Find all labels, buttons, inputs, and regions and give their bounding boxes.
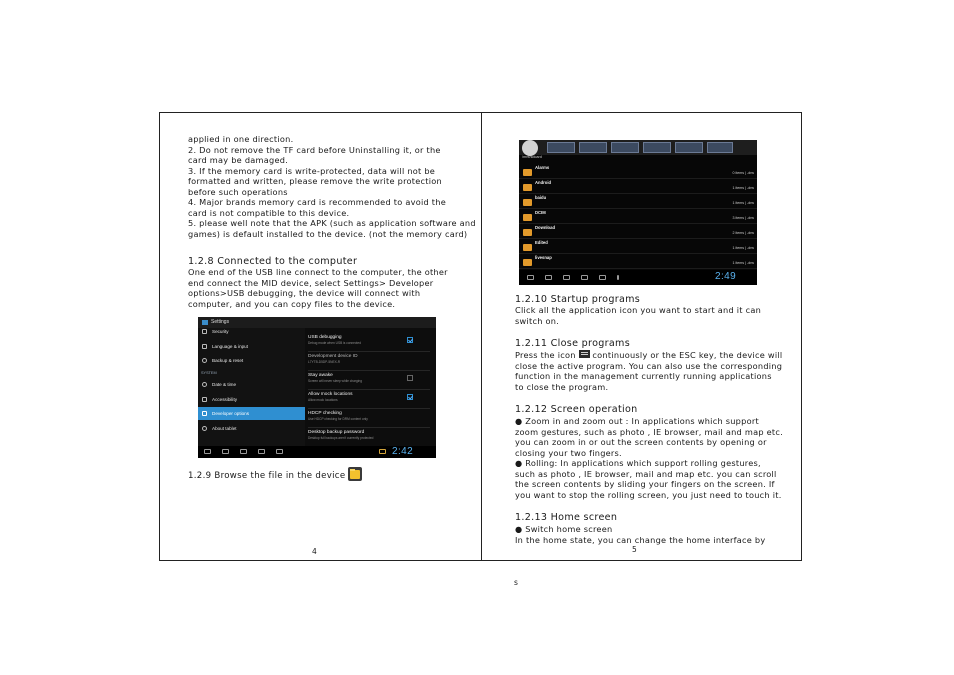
folder-info: 0 items | -drw <box>732 171 754 175</box>
settings-category-list <box>198 328 305 446</box>
separator <box>308 427 430 428</box>
setting-title: HDCP checking <box>308 411 342 416</box>
setting-title: Stay awake <box>308 373 333 378</box>
folder-icon <box>523 199 532 206</box>
android-navbar <box>519 270 757 285</box>
folder-icon <box>523 214 532 221</box>
heading-1-2-9 <box>188 467 362 484</box>
body-line: end connect the MID device, select Settings> Developer <box>188 277 434 288</box>
heading-1-2-8: 1.2.8 Connected to the computer <box>188 256 358 267</box>
heading-1-2-9-text: 1.2.9 Browse the file in the device <box>188 471 346 481</box>
folder-row <box>519 254 757 269</box>
setting-desc: Screen will never sleep while charging <box>308 379 363 383</box>
hand-icon <box>202 397 207 402</box>
section-1-2-13-body <box>515 524 765 545</box>
body-line: ● Rolling: In applications which support rolling gestures, <box>515 458 761 468</box>
home-icon <box>545 275 552 280</box>
home-icon <box>222 449 229 454</box>
folder-name: baidu <box>535 195 547 200</box>
body-line: ● Zoom in and zoom out : In applications which support <box>515 416 759 426</box>
settings-item-developer-options <box>198 407 305 420</box>
keyboard-icon <box>202 344 207 349</box>
checkbox-checked-icon <box>407 337 413 343</box>
folder-name: Download <box>535 225 556 230</box>
setting-desc: Use HDCP checking for DRM content only <box>308 417 368 421</box>
settings-item-label: Security <box>212 329 229 334</box>
separator <box>308 351 430 352</box>
lock-icon <box>202 329 207 334</box>
folder-icon <box>523 184 532 191</box>
body-line: closing your two fingers. <box>515 447 622 458</box>
settings-section-system: SYSTEM <box>201 371 217 375</box>
folder-row <box>519 209 757 224</box>
volume-down-icon <box>581 275 588 280</box>
body-line: the screen contents by sliding your fingers on the screen. If <box>515 479 775 489</box>
setting-hdcp-checking <box>308 411 434 422</box>
page-divider <box>481 112 482 561</box>
folder-name: Alarms <box>535 165 550 170</box>
setting-title: Desktop backup password <box>308 430 365 435</box>
info-icon <box>202 426 207 431</box>
body-line: zoom gestures, such as photo , IE browser, mail and map etc. <box>515 426 783 437</box>
file-browser-toolbar <box>519 140 757 155</box>
intro-line: formatted and written, please remove the write protection <box>188 176 442 186</box>
restore-icon <box>202 358 207 363</box>
setting-desc: Allow mock locations <box>308 398 338 402</box>
intro-line: 3. If the memory card is write-protected, data will not be <box>188 165 436 176</box>
folder-name: Edited <box>535 240 548 245</box>
separator <box>308 389 430 390</box>
back-icon <box>204 449 211 454</box>
toolbar-button-icon <box>707 142 733 153</box>
warning-icon <box>379 449 386 454</box>
volume-down-icon <box>258 449 265 454</box>
intro-line: 5. please well note that the APK (such as application software and <box>188 218 476 228</box>
folder-name: Android <box>535 180 552 185</box>
folder-icon <box>523 229 532 236</box>
section-1-2-10-body <box>515 305 761 326</box>
folder-name: DCIM <box>535 210 546 215</box>
folder-info: 1 items | -drw <box>732 201 754 205</box>
setting-mock-locations <box>308 392 434 403</box>
page-number-right: 5 <box>632 545 637 554</box>
setting-title: Allow mock locations <box>308 392 353 397</box>
folder-row <box>519 239 757 254</box>
setting-usb-debugging <box>308 335 434 346</box>
intro-line: 2. Do not remove the TF card before Uninstalling it, or the <box>188 144 441 155</box>
heading-1-2-11: 1.2.11 Close programs <box>515 338 630 349</box>
intro-line: applied in one direction. <box>188 134 294 144</box>
toolbar-button-icon <box>579 142 607 153</box>
toolbar-button-icon <box>643 142 671 153</box>
recent-apps-icon <box>240 449 247 454</box>
toolbar-button-icon <box>675 142 703 153</box>
body-line: computer, and you can copy files to the device. <box>188 298 396 309</box>
folder-icon <box>523 244 532 251</box>
body-line: function in the management currently running applications <box>515 371 772 382</box>
braces-icon <box>202 411 207 416</box>
body-line: close the active program. You can also use the corresponding <box>515 360 783 371</box>
setting-device-id <box>308 354 434 365</box>
file-browser-screenshot <box>519 140 757 285</box>
menu-key-icon <box>579 350 590 361</box>
setting-desc: Debug mode when USB is connected <box>308 341 361 345</box>
body-line <box>515 350 782 361</box>
page-number-left: 4 <box>312 547 317 556</box>
settings-item-label: Date & time <box>212 382 236 387</box>
clock-icon <box>202 382 207 387</box>
settings-item-accessibility <box>198 393 305 406</box>
body-line: you want to stop the rolling screen, you just need to touch it. <box>515 489 782 500</box>
heading-1-2-13: 1.2.13 Home screen <box>515 512 618 523</box>
file-manager-icon <box>348 467 362 484</box>
folder-icon <box>523 169 532 176</box>
body-line: In the home state, you can change the home interface by <box>515 534 766 545</box>
settings-item-date-time <box>198 378 305 391</box>
intro-line: 4. Major brands memory card is recommended to avoid the <box>188 197 446 207</box>
folder-row <box>519 224 757 239</box>
menu-icon <box>617 275 619 280</box>
recent-apps-icon <box>563 275 570 280</box>
setting-stay-awake <box>308 373 434 384</box>
folder-info: 3 items | -drw <box>732 216 754 220</box>
file-browser-path: /mnt/sdcard <box>522 155 542 159</box>
toolbar-button-icon <box>611 142 639 153</box>
body-line: options>USB debugging, the device will connect with <box>188 288 421 298</box>
section-1-2-8-body <box>188 267 448 309</box>
settings-item-label: Accessibility <box>212 397 238 402</box>
back-icon <box>527 275 534 280</box>
settings-item-about <box>198 422 305 435</box>
intro-line: card is not compatible to this device. <box>188 207 350 218</box>
status-clock: 2:42 <box>392 446 414 457</box>
toolbar-button-icon <box>547 142 575 153</box>
settings-item-label: Backup & reset <box>212 358 244 363</box>
folder-info: 1 items | -drw <box>732 186 754 190</box>
folder-icon <box>523 259 532 266</box>
checkbox-checked-icon <box>407 394 413 400</box>
folder-row <box>519 164 757 179</box>
body-line: Click all the application icon you want to start and it can <box>515 305 762 315</box>
stray-mark: s <box>514 578 518 587</box>
settings-item-language <box>198 340 305 353</box>
settings-item-label: Developer options <box>212 411 250 416</box>
body-text: continuously or the ESC key, the device will <box>592 350 783 360</box>
body-line: you can zoom in or out the screen contents by opening or <box>515 437 767 447</box>
body-line: to close the program. <box>515 381 609 392</box>
checkbox-unchecked-icon <box>407 375 413 381</box>
separator <box>308 370 430 371</box>
section-1-2-11-body <box>515 350 782 392</box>
body-line: ● Switch home screen <box>515 524 613 534</box>
setting-title: Development device ID <box>308 354 358 359</box>
folder-row <box>519 194 757 209</box>
body-line: One end of the USB line connect to the computer, the other <box>188 267 448 277</box>
settings-item-security <box>198 325 305 338</box>
settings-item-label: About tablet <box>212 426 237 431</box>
separator <box>308 408 430 409</box>
volume-up-icon <box>276 449 283 454</box>
setting-title: USB debugging <box>308 335 342 340</box>
settings-item-backup <box>198 354 305 367</box>
section-1-2-12-body <box>515 416 783 500</box>
status-clock: 2:49 <box>715 271 737 282</box>
folder-info: 1 items | -drw <box>732 261 754 265</box>
settings-screenshot <box>198 317 436 458</box>
folder-name: livesnap <box>535 255 552 260</box>
setting-backup-password <box>308 430 434 441</box>
settings-item-label: Language & input <box>212 344 249 349</box>
body-text: Press the icon <box>515 350 576 360</box>
app-logo-icon <box>522 140 538 156</box>
settings-title: Settings <box>211 319 230 325</box>
intro-paragraph <box>188 134 476 239</box>
developer-options-list <box>305 328 436 446</box>
intro-line: games) is default installed to the device. (not the memory card) <box>188 228 468 239</box>
heading-1-2-10: 1.2.10 Startup programs <box>515 294 641 305</box>
body-line: such as photo , IE browser, mail and map etc. you can scroll <box>515 468 777 479</box>
android-navbar <box>198 446 436 458</box>
volume-up-icon <box>599 275 606 280</box>
heading-1-2-12: 1.2.12 Screen operation <box>515 404 638 415</box>
folder-info: 2 items | -drw <box>732 231 754 235</box>
intro-line: before such operations <box>188 186 288 197</box>
body-line: switch on. <box>515 315 560 326</box>
setting-desc: Desktop full backups aren't currently protected <box>308 436 374 440</box>
intro-line: card may be damaged. <box>188 155 289 165</box>
folder-row <box>519 179 757 194</box>
folder-info: 1 items | -drw <box>732 246 754 250</box>
setting-desc: L7YTB-D5DP-5NEX-R <box>308 360 341 364</box>
